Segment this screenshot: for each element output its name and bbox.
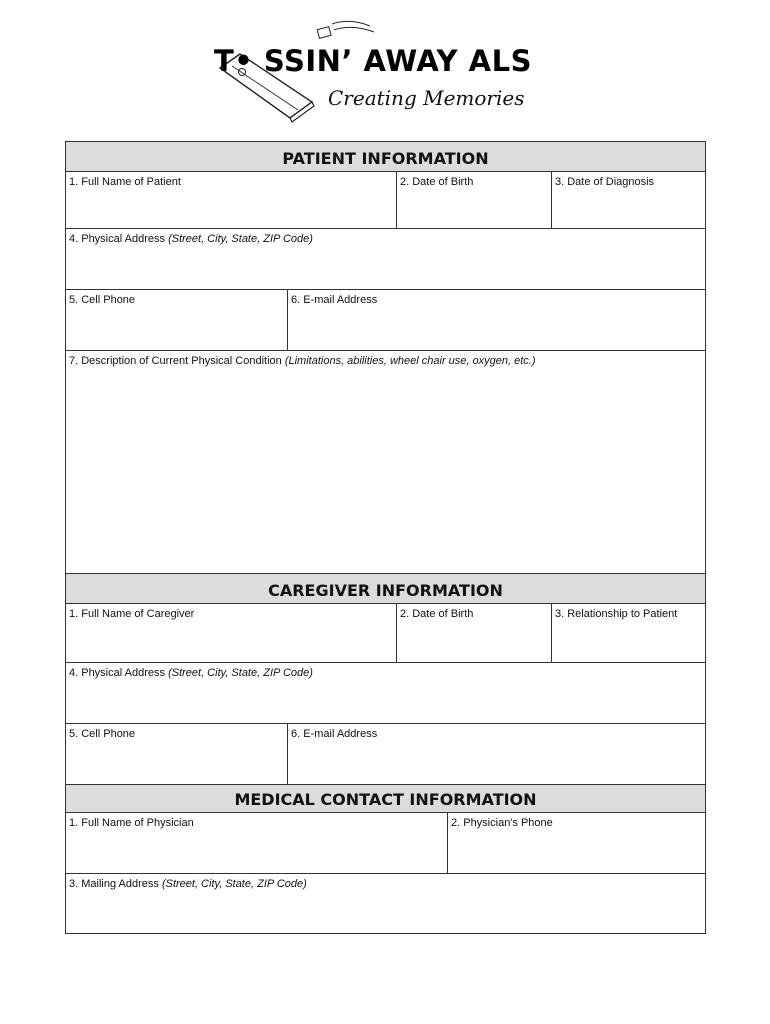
caregiver-dob-field[interactable]	[396, 604, 551, 662]
patient-cell-phone-label: 5. Cell Phone	[69, 294, 136, 306]
mailing-address-field[interactable]	[66, 874, 705, 933]
physician-phone-label: 2. Physician's Phone	[451, 817, 553, 829]
patient-address-hint: (Street, City, State, ZIP Code)	[168, 233, 313, 245]
patient-dob-field[interactable]	[396, 172, 551, 228]
patient-address-label: 4. Physical Address (Street, City, State, ZIP Code)	[69, 233, 313, 245]
caregiver-address-label: 4. Physical Address (Street, City, State, ZIP Code)	[69, 667, 313, 679]
caregiver-email-field[interactable]	[287, 724, 705, 784]
caregiver-full-name-label: 1. Full Name of Caregiver	[69, 608, 195, 620]
caregiver-relationship-label: 3. Relationship to Patient	[555, 608, 678, 620]
medical-section-heading: MEDICAL CONTACT INFORMATION	[66, 785, 705, 813]
medical-row-1	[66, 813, 705, 874]
caregiver-email-label: 6. E-mail Address	[291, 728, 378, 740]
mailing-address-label: 3. Mailing Address (Street, City, State, ZIP Code)	[69, 878, 307, 890]
patient-diagnosis-date-field[interactable]	[551, 172, 705, 228]
patient-condition-field[interactable]	[66, 351, 705, 574]
patient-diagnosis-date-label: 3. Date of Diagnosis	[555, 176, 655, 188]
caregiver-cell-phone-label: 5. Cell Phone	[69, 728, 136, 740]
physician-name-field[interactable]	[66, 813, 447, 873]
patient-email-label: 6. E-mail Address	[291, 294, 378, 306]
logo	[180, 14, 600, 126]
logo-title: T• SSIN’ AWAY ALS	[214, 44, 532, 78]
application-form	[65, 141, 706, 934]
caregiver-row-3	[66, 724, 705, 785]
patient-address-field[interactable]	[66, 229, 705, 290]
mailing-address-hint: (Street, City, State, ZIP Code)	[161, 878, 307, 890]
caregiver-row-1	[66, 604, 705, 663]
patient-email-field[interactable]	[287, 290, 705, 350]
patient-full-name-label: 1. Full Name of Patient	[69, 176, 181, 188]
caregiver-dob-label: 2. Date of Birth	[400, 608, 474, 620]
caregiver-section-heading: CAREGIVER INFORMATION	[66, 574, 705, 604]
patient-cell-phone-field[interactable]	[66, 290, 287, 350]
patient-condition-label: 7. Description of Current Physical Condition (Limitations, abilities, wheel chair use, oxygen, etc.)	[69, 355, 536, 367]
patient-row-3	[66, 290, 705, 351]
caregiver-address-hint: (Street, City, State, ZIP Code)	[168, 667, 313, 679]
physician-phone-field[interactable]	[447, 813, 705, 873]
caregiver-full-name-field[interactable]	[66, 604, 396, 662]
caregiver-address-field[interactable]	[66, 663, 705, 724]
patient-full-name-field[interactable]	[66, 172, 396, 228]
caregiver-cell-phone-field[interactable]	[66, 724, 287, 784]
patient-section-heading: PATIENT INFORMATION	[66, 142, 705, 172]
caregiver-relationship-field[interactable]	[551, 604, 705, 662]
patient-row-1	[66, 172, 705, 229]
physician-name-label: 1. Full Name of Physician	[69, 817, 194, 829]
patient-condition-hint: (Limitations, abilities, wheel chair use, oxygen, etc.)	[284, 355, 536, 367]
patient-dob-label: 2. Date of Birth	[400, 176, 474, 188]
logo-subtitle: Creating Memories	[328, 86, 525, 110]
